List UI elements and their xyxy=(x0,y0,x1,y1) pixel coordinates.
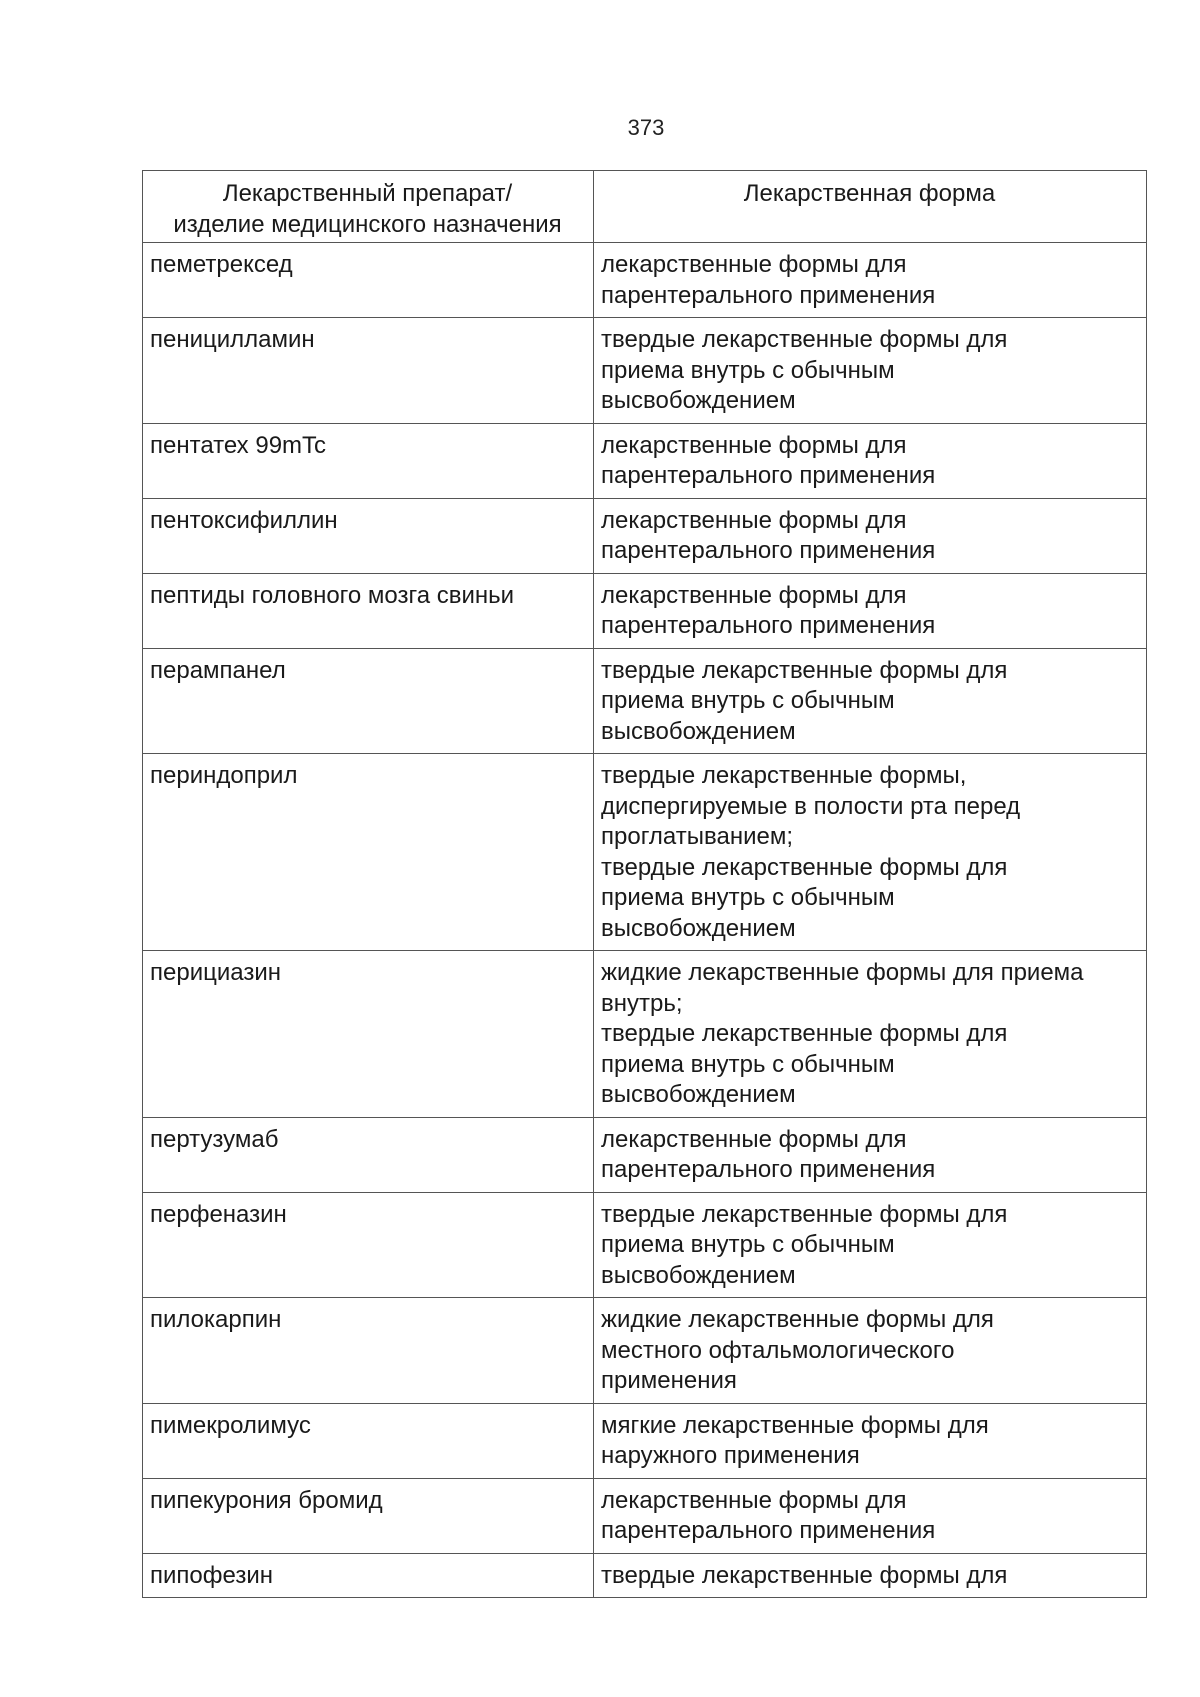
dosage-form-cell: лекарственные формы для парентерального применения xyxy=(594,423,1147,498)
column-header-drug: Лекарственный препарат/ изделие медицинского назначения xyxy=(143,171,594,243)
drug-name-cell: перфеназин xyxy=(143,1192,594,1298)
table-row xyxy=(143,754,1147,951)
table-row xyxy=(143,498,1147,573)
dosage-form-cell: твердые лекарственные формы, диспергируемые в полости рта перед проглатыванием; твердые лекарственные формы для приема внутрь с обычным высвобождением xyxy=(594,754,1147,951)
dosage-form-cell: лекарственные формы для парентерального применения xyxy=(594,573,1147,648)
drug-name-cell: пипекурония бромид xyxy=(143,1478,594,1553)
table-row xyxy=(143,423,1147,498)
table-row xyxy=(143,1478,1147,1553)
table-row xyxy=(143,243,1147,318)
dosage-form-cell: лекарственные формы для парентерального применения xyxy=(594,1117,1147,1192)
table-row xyxy=(143,1553,1147,1598)
table-row xyxy=(143,573,1147,648)
table-row xyxy=(143,318,1147,424)
drug-name-cell: пеницилламин xyxy=(143,318,594,424)
page-number: 373 xyxy=(627,115,665,140)
drug-name-cell: перициазин xyxy=(143,951,594,1118)
drug-name-cell: пеметрексед xyxy=(143,243,594,318)
dosage-form-cell: твердые лекарственные формы для приема внутрь с обычным высвобождением xyxy=(594,318,1147,424)
dosage-form-cell: жидкие лекарственные формы для местного офтальмологического применения xyxy=(594,1298,1147,1404)
drug-name-cell: пимекролимус xyxy=(143,1403,594,1478)
drug-name-cell: периндоприл xyxy=(143,754,594,951)
table-row xyxy=(143,1192,1147,1298)
dosage-form-cell: лекарственные формы для парентерального применения xyxy=(594,1478,1147,1553)
table-header-row xyxy=(143,171,1147,243)
table-row xyxy=(143,1298,1147,1404)
drug-name-cell: пентатех 99mTc xyxy=(143,423,594,498)
dosage-form-cell: лекарственные формы для парентерального применения xyxy=(594,498,1147,573)
medications-table xyxy=(142,170,1147,1598)
drug-name-cell: пентоксифиллин xyxy=(143,498,594,573)
drug-name-cell: перампанел xyxy=(143,648,594,754)
drug-name-cell: пертузумаб xyxy=(143,1117,594,1192)
drug-name-cell: пилокарпин xyxy=(143,1298,594,1404)
drug-name-cell: пептиды головного мозга свиньи xyxy=(143,573,594,648)
table-row xyxy=(143,951,1147,1118)
drug-name-cell: пипофезин xyxy=(143,1553,594,1598)
table-row xyxy=(143,1403,1147,1478)
dosage-form-cell: мягкие лекарственные формы для наружного применения xyxy=(594,1403,1147,1478)
table-row xyxy=(143,648,1147,754)
dosage-form-cell: твердые лекарственные формы для приема внутрь с обычным высвобождением xyxy=(594,648,1147,754)
dosage-form-cell: твердые лекарственные формы для приема внутрь с обычным высвобождением xyxy=(594,1192,1147,1298)
dosage-form-cell: жидкие лекарственные формы для приема внутрь; твердые лекарственные формы для приема внутрь с обычным высвобождением xyxy=(594,951,1147,1118)
column-header-form: Лекарственная форма xyxy=(594,171,1147,243)
dosage-form-cell: твердые лекарственные формы для xyxy=(594,1553,1147,1598)
dosage-form-cell: лекарственные формы для парентерального применения xyxy=(594,243,1147,318)
table-row xyxy=(143,1117,1147,1192)
